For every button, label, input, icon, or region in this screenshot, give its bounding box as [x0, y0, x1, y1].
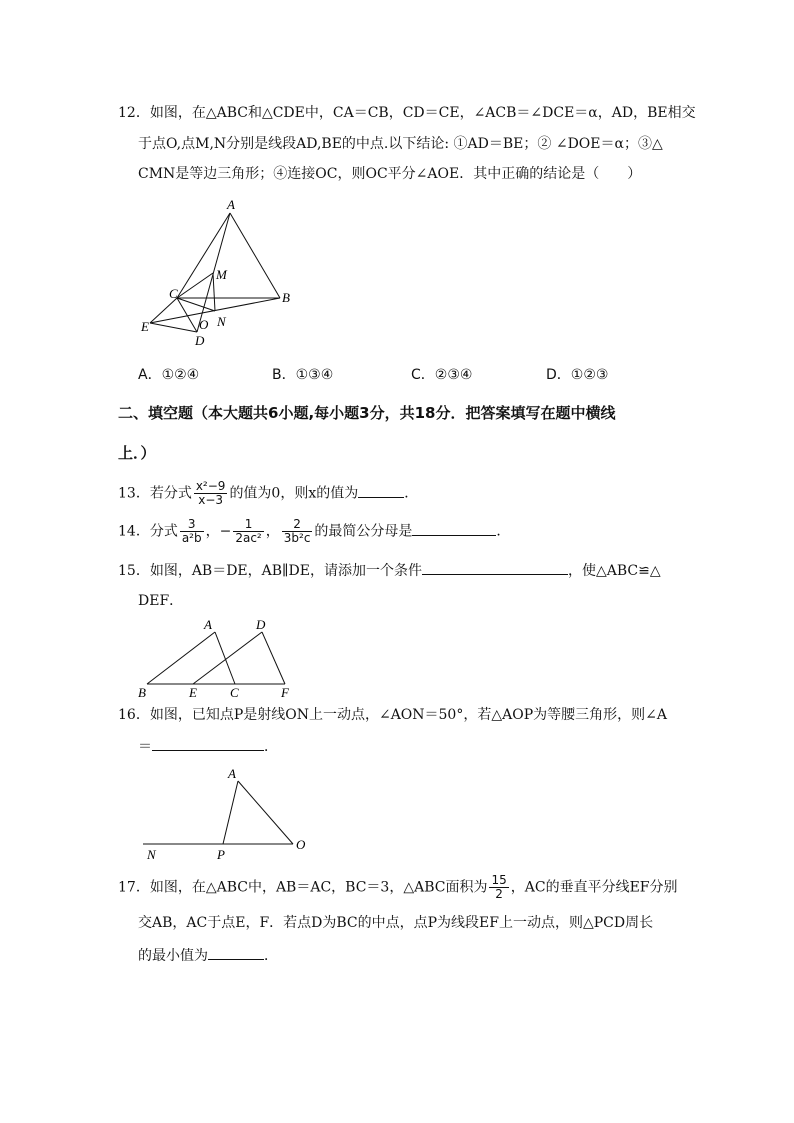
- section-2-title-cont: 上．）: [118, 444, 156, 462]
- q15-line-1: [118, 560, 678, 581]
- q16-figure: [135, 762, 315, 864]
- q13-suffix: 的值为0，则x的值为: [229, 485, 359, 502]
- q12-option-a: A．①②④: [138, 367, 200, 383]
- seg-ac: [215, 632, 235, 684]
- label-d: D: [195, 333, 205, 348]
- q14-prefix: 14．分式: [118, 523, 178, 540]
- q15-text-end: ，使△ABC≌△: [567, 563, 661, 579]
- q13-frac-num: x²−9: [195, 479, 226, 493]
- label-f: F: [281, 685, 289, 700]
- seg-ce: [150, 298, 177, 323]
- q14-fraction-2: [233, 518, 263, 545]
- q16-equals: ＝: [138, 739, 152, 755]
- label-a: A: [227, 197, 235, 212]
- seg-ab: [230, 213, 280, 298]
- label-c: C: [230, 685, 239, 700]
- q12-option-d: D．①②③: [546, 367, 609, 383]
- q14-answer-blank[interactable]: [412, 521, 496, 536]
- seg-ed: [150, 323, 197, 332]
- q14-f3-den: 3b²c: [283, 531, 311, 545]
- q12-figure: [135, 195, 310, 350]
- q14-f1-den: a²b: [181, 531, 202, 545]
- q15-line-2: DEF．: [138, 593, 184, 609]
- q16-end: ．: [264, 739, 278, 755]
- q15-figure: [135, 615, 300, 700]
- label-e: E: [189, 685, 197, 700]
- q14-sep-2: ，: [265, 523, 280, 540]
- q17-line-1: [118, 874, 678, 901]
- q13-fraction: [194, 480, 228, 507]
- label-m: M: [216, 267, 227, 282]
- q14-fraction-1: [180, 518, 204, 545]
- q16-line-2: [138, 736, 678, 757]
- q14-f3-num: 2: [282, 518, 313, 532]
- label-o: O: [296, 837, 306, 852]
- q15-text: 15．如图，AB＝DE，AB∥DE，请添加一个条件: [118, 563, 422, 579]
- q17-prefix: 17．如图，在△ABC中，AB＝AC，BC＝3，△ABC面积为: [118, 879, 488, 896]
- section-2-title: 二、填空题（本大题共6小题,每小题3分，共18分．把答案填写在题中横线: [118, 404, 616, 422]
- q14-f1-num: 3: [180, 518, 204, 532]
- seg-mn: [213, 273, 215, 311]
- label-p: P: [217, 847, 225, 862]
- label-c: C: [169, 286, 178, 301]
- q14-suffix: 的最简公分母是: [314, 523, 413, 540]
- label-a: A: [228, 766, 236, 781]
- label-n: N: [217, 314, 226, 329]
- q13-line: [118, 480, 678, 507]
- q17-line-3: [138, 945, 678, 966]
- q12-line-3: CMN是等边三角形；④连接OC，则OC平分∠AOE．其中正确的结论是（ ）: [138, 166, 642, 182]
- q17-line3-prefix: 的最小值为: [138, 948, 208, 964]
- q12-line-2: 于点O,点M,N分别是线段AD,BE的中点.以下结论: ①AD＝BE；② ∠DOE＝α；③△: [138, 136, 663, 152]
- q14-f2-num: 1: [233, 518, 263, 532]
- q17-end: ．: [264, 948, 278, 964]
- label-a: A: [204, 617, 212, 632]
- seg-df: [262, 632, 285, 684]
- seg-cn: [177, 298, 215, 311]
- q14-fraction-3: [282, 518, 313, 545]
- label-o: O: [199, 317, 209, 332]
- q17-line-2: 交AB，AC于点E，F．若点D为BC的中点，点P为线段EF上一动点，则△PCD周长: [138, 915, 654, 931]
- q17-answer-blank[interactable]: [208, 945, 264, 960]
- q12-line-1: 12．如图，在△ABC和△CDE中，CA＝CB，CD＝CE，∠ACB＝∠DCE＝α，AD，BE相交: [118, 105, 696, 121]
- seg-ac: [177, 213, 230, 298]
- q17-fraction: [489, 874, 508, 901]
- q17-suffix: ，AC的垂直平分线EF分别: [510, 879, 678, 896]
- q12-option-c: C．②③④: [411, 367, 473, 383]
- seg-ap: [223, 781, 238, 844]
- label-n: N: [147, 847, 156, 862]
- seg-ao: [238, 781, 293, 844]
- q13-end: ．: [404, 485, 419, 502]
- label-b: B: [138, 685, 146, 700]
- q14-sep-1: ，−: [205, 523, 232, 540]
- seg-ba: [147, 632, 215, 684]
- label-d: D: [256, 617, 266, 632]
- q13-prefix: 13．若分式: [118, 485, 192, 502]
- q13-answer-blank[interactable]: [358, 483, 404, 498]
- label-e: E: [141, 319, 149, 334]
- q14-line: [118, 518, 678, 545]
- q17-frac-num: 15: [491, 873, 507, 887]
- q14-end: ．: [496, 523, 511, 540]
- seg-ed: [193, 632, 262, 684]
- q15-answer-blank[interactable]: [422, 560, 568, 575]
- q16-line-1: 16．如图，已知点P是射线ON上一动点，∠AON＝50°，若△AOP为等腰三角形，则∠A: [118, 707, 667, 723]
- q14-f2-den: 2ac²: [235, 531, 262, 545]
- q12-option-b: B．①③④: [272, 367, 334, 383]
- label-b: B: [282, 290, 290, 305]
- q17-frac-den: 2: [495, 887, 503, 901]
- q16-answer-blank[interactable]: [152, 736, 264, 751]
- q13-frac-den: x−3: [198, 493, 224, 507]
